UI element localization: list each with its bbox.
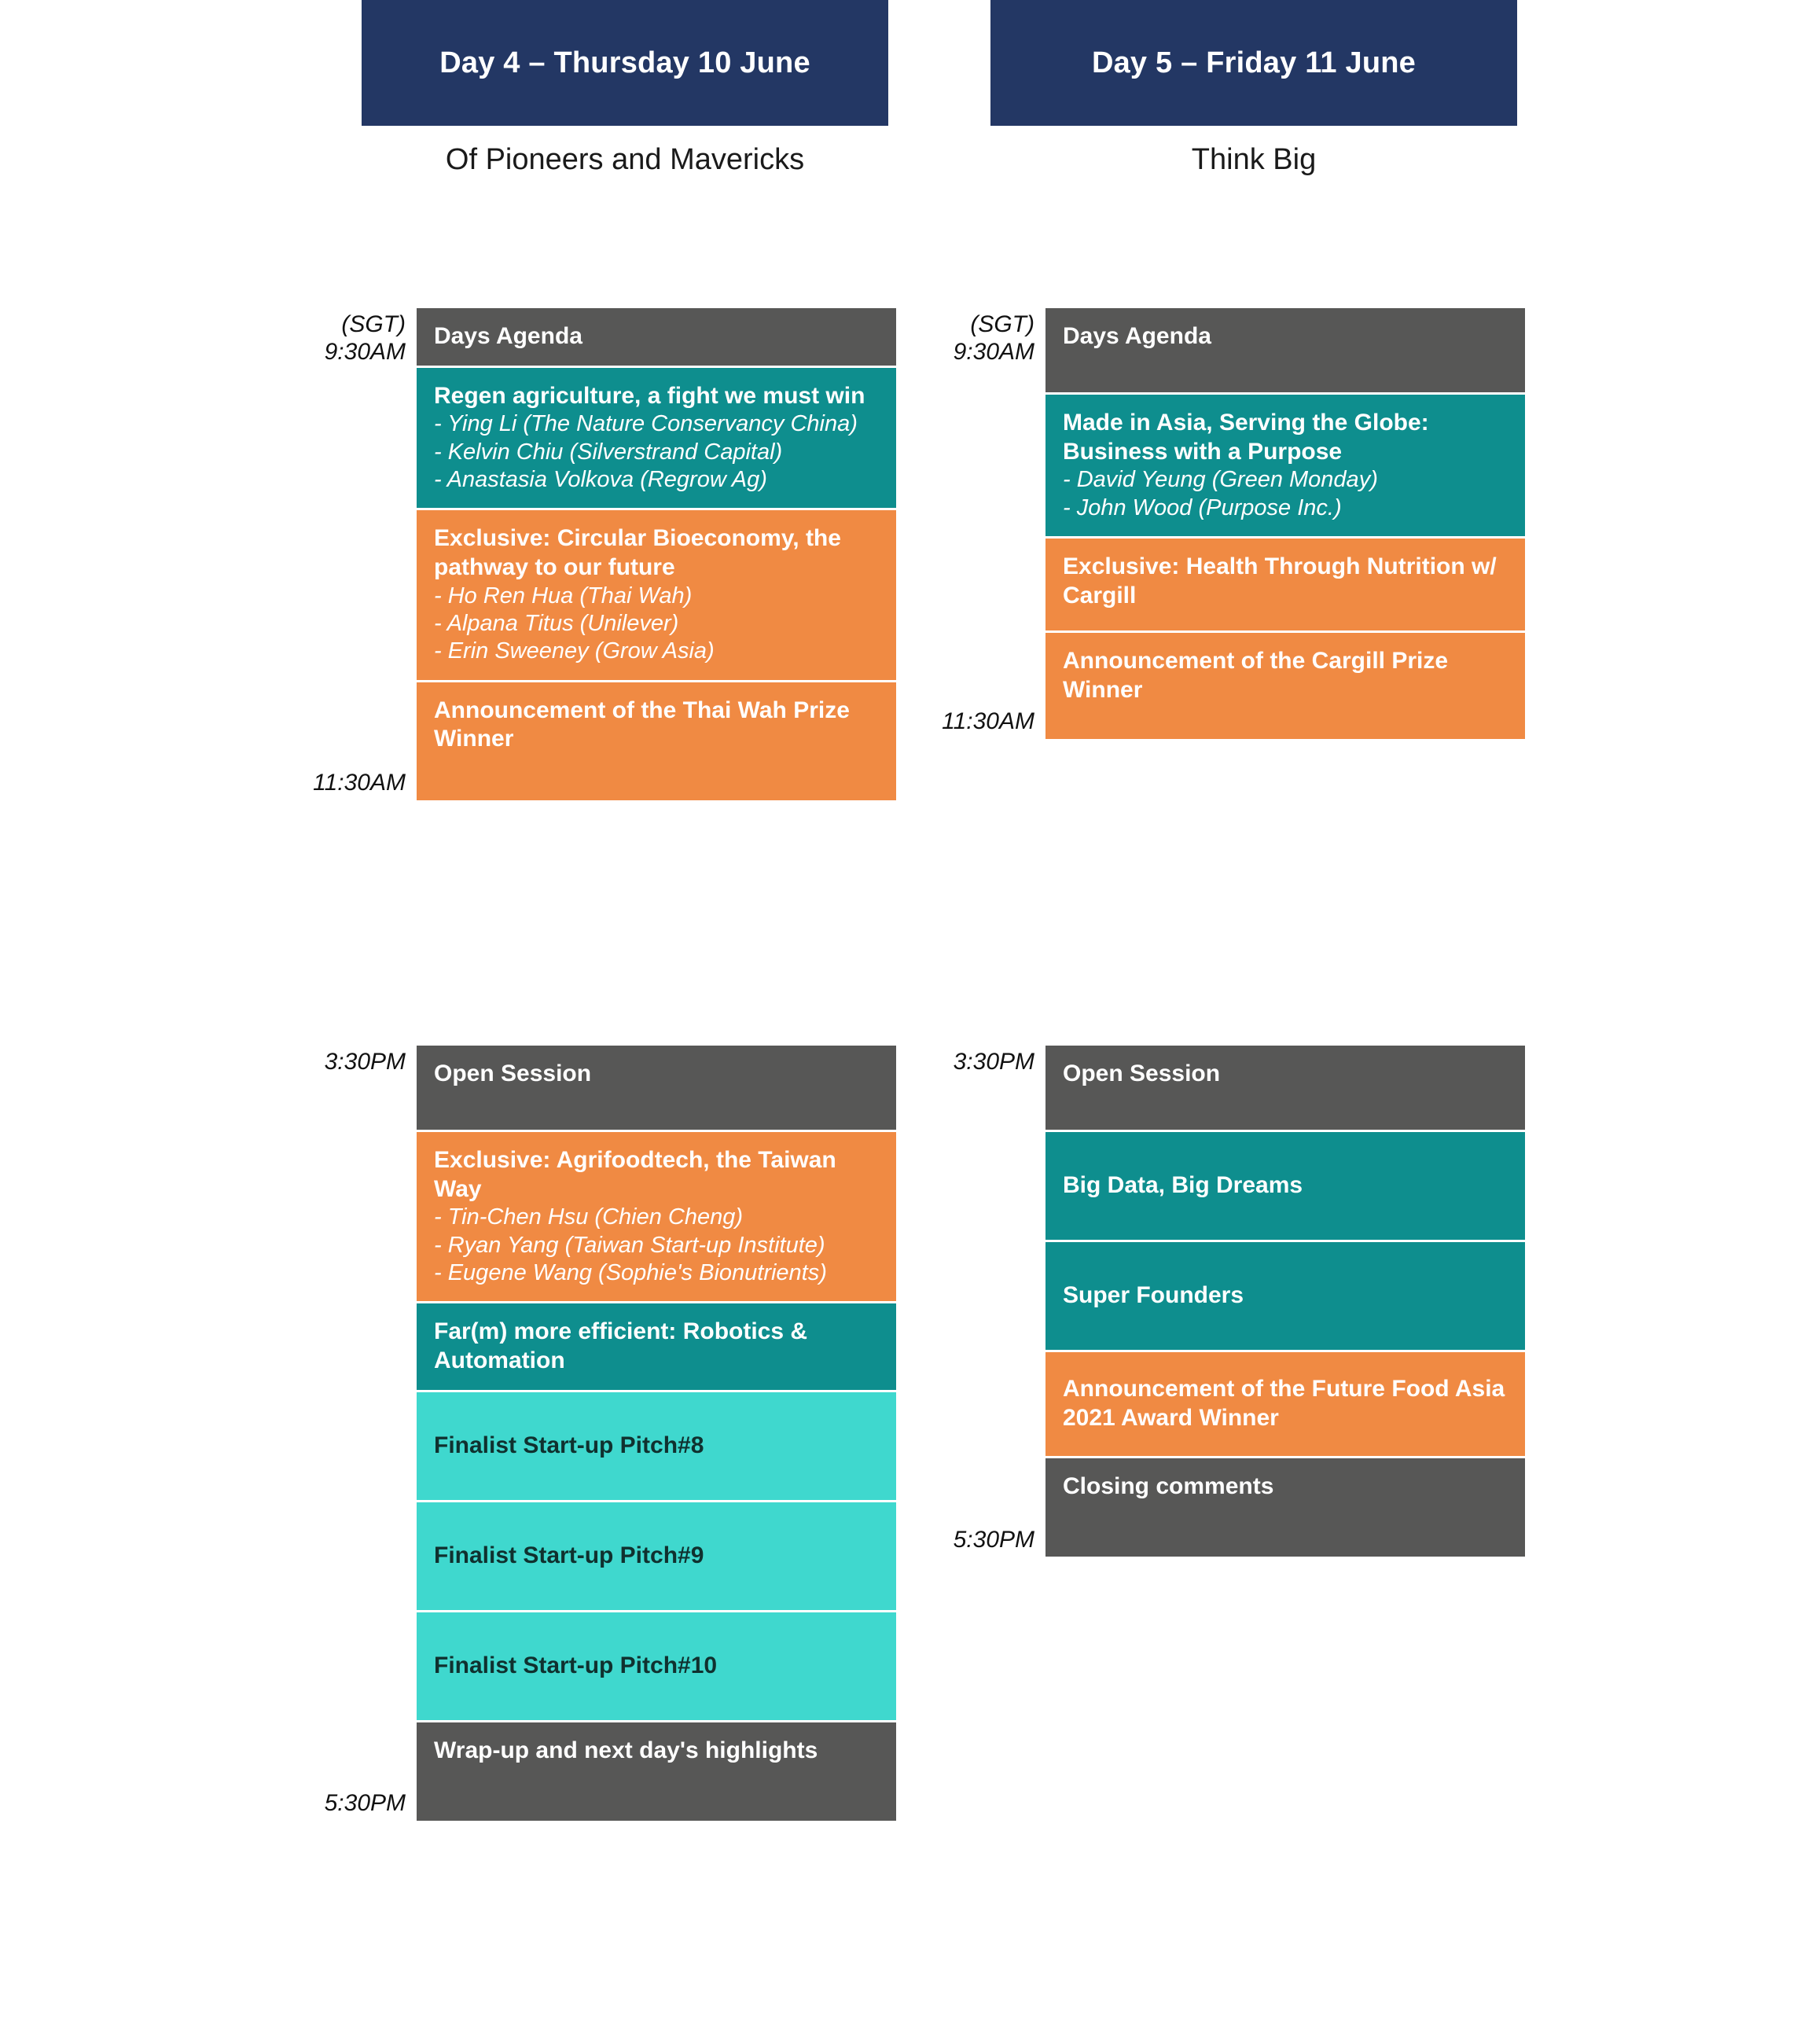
session-block[interactable] bbox=[1045, 539, 1525, 633]
session-block[interactable] bbox=[417, 1132, 896, 1303]
session-block[interactable] bbox=[417, 1612, 896, 1722]
session-block[interactable] bbox=[1045, 1132, 1525, 1242]
session-speaker: - Anastasia Volkova (Regrow Ag) bbox=[434, 466, 767, 492]
session-block[interactable] bbox=[417, 1392, 896, 1502]
day4-morning-start: 9:30AM bbox=[324, 338, 406, 365]
day4-afternoon-time-gutter bbox=[299, 1046, 417, 1821]
day5-afternoon-end: 5:30PM bbox=[953, 1526, 1034, 1553]
day5-morning-group bbox=[928, 308, 1525, 739]
day-subtitle-5: Think Big bbox=[1191, 143, 1317, 176]
session-title: Made in Asia, Serving the Globe: Business with a Purpose bbox=[1063, 410, 1429, 465]
day-header-4: Day 4 – Thursday 10 June bbox=[362, 0, 888, 126]
session-speaker: - Ryan Yang (Taiwan Start-up Institute) bbox=[434, 1232, 825, 1258]
day4-afternoon-sessions bbox=[417, 1046, 896, 1821]
session-block[interactable] bbox=[1045, 308, 1525, 395]
session-block[interactable] bbox=[1045, 1046, 1525, 1132]
day5-afternoon-start: 3:30PM bbox=[953, 1049, 1034, 1075]
session-title: Closing comments bbox=[1063, 1473, 1274, 1499]
session-block[interactable] bbox=[417, 682, 896, 800]
session-block[interactable] bbox=[417, 368, 896, 511]
session-title: Announcement of the Future Food Asia 2021 Award Winner bbox=[1063, 1376, 1505, 1431]
session-title: Regen agriculture, a fight we must win bbox=[434, 382, 865, 409]
session-speaker: - Ho Ren Hua (Thai Wah) bbox=[434, 583, 693, 608]
day5-morning-start-time bbox=[954, 311, 1034, 366]
session-speaker: - Eugene Wang (Sophie's Bionutrients) bbox=[434, 1259, 827, 1285]
day4-morning-sessions bbox=[417, 308, 896, 800]
day4-morning-start-time bbox=[325, 311, 406, 366]
session-title: Wrap-up and next day's highlights bbox=[434, 1737, 818, 1763]
day5-afternoon-group bbox=[928, 1046, 1525, 1557]
session-speaker: - Kelvin Chiu (Silverstrand Capital) bbox=[434, 439, 783, 465]
session-speaker: - Tin-Chen Hsu (Chien Cheng) bbox=[434, 1204, 744, 1230]
session-block[interactable] bbox=[1045, 1352, 1525, 1458]
day-subtitle-4: Of Pioneers and Mavericks bbox=[445, 143, 805, 176]
day4-sgt-label: (SGT) bbox=[341, 311, 406, 337]
session-title: Open Session bbox=[434, 1061, 592, 1086]
day-column-5 bbox=[928, 0, 1525, 1553]
session-title: Days Agenda bbox=[1063, 323, 1211, 349]
session-block[interactable] bbox=[417, 1303, 896, 1391]
session-title: Super Founders bbox=[1063, 1282, 1244, 1309]
session-title: Exclusive: Circular Bioeconomy, the pathway to our future bbox=[434, 525, 841, 580]
day5-afternoon-time-gutter bbox=[928, 1046, 1045, 1557]
session-block[interactable] bbox=[1045, 1242, 1525, 1352]
session-speaker: - John Wood (Purpose Inc.) bbox=[1063, 494, 1342, 520]
day4-morning-group bbox=[299, 308, 896, 800]
session-title: Finalist Start-up Pitch#9 bbox=[434, 1542, 704, 1568]
day4-morning-end-time: 11:30AM bbox=[313, 770, 406, 796]
session-title: Announcement of the Cargill Prize Winner bbox=[1063, 647, 1449, 703]
session-title: Big Data, Big Dreams bbox=[1063, 1172, 1303, 1199]
day5-sgt-label: (SGT) bbox=[970, 311, 1034, 337]
session-title: Finalist Start-up Pitch#8 bbox=[434, 1432, 704, 1458]
day-header-5: Day 5 – Friday 11 June bbox=[990, 0, 1517, 126]
session-block[interactable] bbox=[1045, 633, 1525, 739]
session-title: Exclusive: Health Through Nutrition w/ Cargill bbox=[1063, 553, 1497, 608]
day5-morning-time-gutter bbox=[928, 308, 1045, 739]
day4-afternoon-start: 3:30PM bbox=[324, 1049, 406, 1075]
session-block[interactable] bbox=[417, 308, 896, 368]
session-block[interactable] bbox=[417, 1502, 896, 1612]
session-speaker: - Alpana Titus (Unilever) bbox=[434, 610, 679, 636]
session-title: Open Session bbox=[1063, 1061, 1221, 1086]
day5-morning-start: 9:30AM bbox=[953, 338, 1034, 365]
day4-morning-time-gutter bbox=[299, 308, 417, 800]
session-block[interactable] bbox=[1045, 395, 1525, 539]
day5-morning-end-time: 11:30AM bbox=[942, 708, 1034, 735]
day5-afternoon-sessions bbox=[1045, 1046, 1525, 1557]
session-speaker: - Ying Li (The Nature Conservancy China) bbox=[434, 411, 858, 437]
day4-afternoon-group bbox=[299, 1046, 896, 1821]
session-title: Finalist Start-up Pitch#10 bbox=[434, 1652, 718, 1678]
session-speaker: - David Yeung (Green Monday) bbox=[1063, 467, 1378, 493]
session-title: Announcement of the Thai Wah Prize Winner bbox=[434, 697, 850, 752]
session-speaker: - Erin Sweeney (Grow Asia) bbox=[434, 638, 715, 664]
session-block[interactable] bbox=[417, 510, 896, 682]
session-title: Days Agenda bbox=[434, 323, 582, 349]
day4-afternoon-end: 5:30PM bbox=[324, 1790, 406, 1816]
session-title: Exclusive: Agrifoodtech, the Taiwan Way bbox=[434, 1147, 836, 1202]
session-block[interactable] bbox=[417, 1722, 896, 1821]
session-title: Far(m) more efficient: Robotics & Automation bbox=[434, 1318, 808, 1373]
session-block[interactable] bbox=[417, 1046, 896, 1132]
day5-morning-sessions bbox=[1045, 308, 1525, 739]
session-block[interactable] bbox=[1045, 1458, 1525, 1557]
day-column-4 bbox=[299, 0, 896, 1816]
